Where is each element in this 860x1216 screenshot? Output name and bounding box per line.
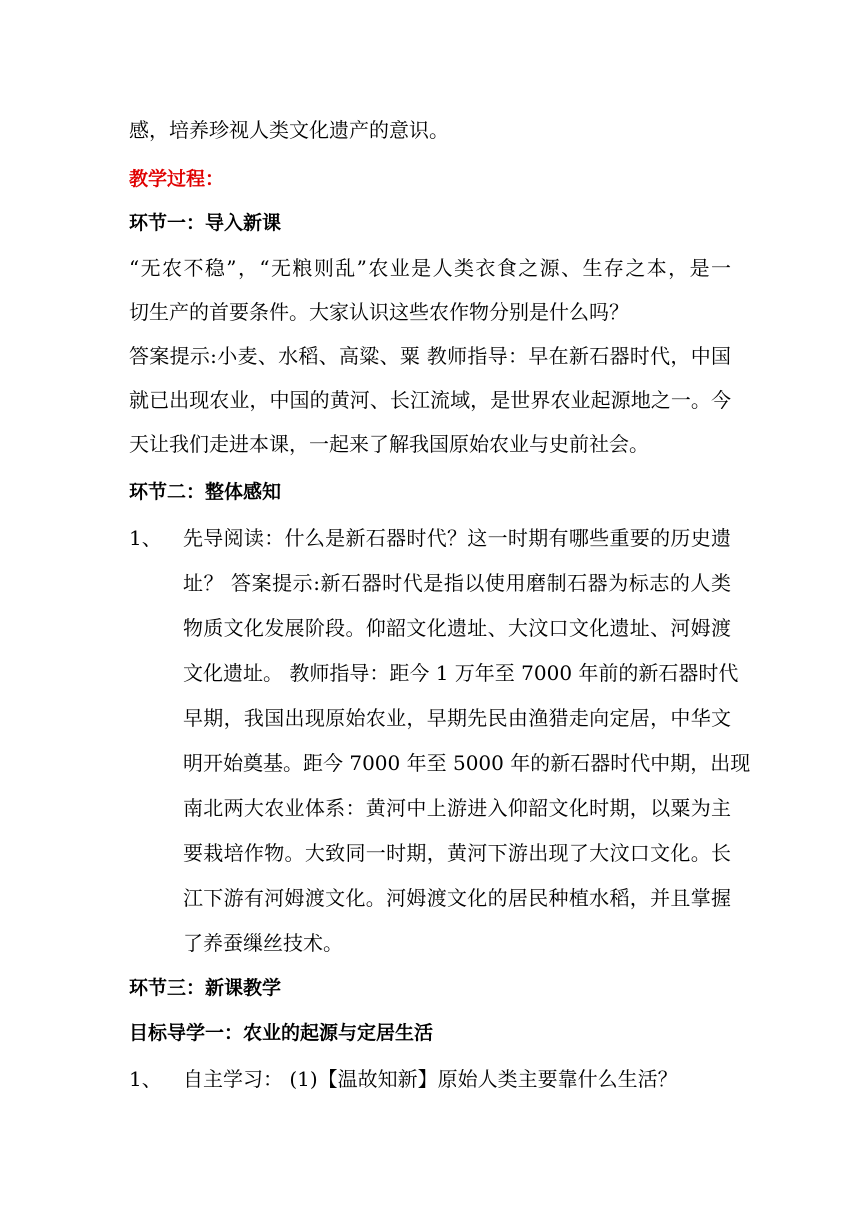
paragraph-line: 就已出现农业，中国的黄河、长江流域，是世界农业起源地之一。今	[129, 388, 731, 412]
paragraph-line: 感，培养珍视人类文化遗产的意识。	[129, 118, 449, 142]
list-item-line: 早期，我国出现原始农业，早期先民由渔猎走向定居，中华文	[183, 706, 731, 730]
paragraph-line: 答案提示:小麦、水稻、高粱、粟 教师指导：早在新石器时代，中国	[129, 344, 731, 368]
list-item-line: 文化遗址。 教师指导：距今 1 万年至 7000 年前的新石器时代	[183, 661, 739, 685]
paragraph-line: “无农不稳”，“无粮则乱”农业是人类衣食之源、生存之本，是一	[129, 256, 731, 280]
heading-section-1: 环节一：导入新课	[129, 212, 282, 234]
list-item-line: 物质文化发展阶段。仰韶文化遗址、大汶口文化遗址、河姆渡	[183, 616, 731, 640]
list-item-line: 址？ 答案提示:新石器时代是指以使用磨制石器为标志的人类	[183, 571, 731, 595]
list-item-line: 先导阅读：什么是新石器时代？这一时期有哪些重要的历史遗	[183, 526, 731, 550]
list-item-line: 江下游有河姆渡文化。河姆渡文化的居民种植水稻，并且掌握	[183, 886, 731, 910]
list-item-line: 南北两大农业体系：黄河中上游进入仰韶文化时期，以粟为主	[183, 796, 731, 820]
list-item-line: 要栽培作物。大致同一时期，黄河下游出现了大汶口文化。长	[183, 841, 731, 865]
heading-section-2: 环节二：整体感知	[129, 481, 282, 503]
heading-section-3: 环节三：新课教学	[129, 977, 282, 999]
paragraph-line: 切生产的首要条件。大家认识这些农作物分别是什么吗？	[129, 300, 629, 324]
list-item-line: 自主学习： (1)【温故知新】原始人类主要靠什么生活？	[183, 1067, 678, 1091]
list-item-line: 明开始奠基。距今 7000 年至 5000 年的新石器时代中期，出现	[183, 751, 751, 775]
list-number: 1、	[129, 526, 162, 550]
heading-objective-1: 目标导学一：农业的起源与定居生活	[129, 1022, 434, 1044]
list-number: 1、	[129, 1067, 162, 1091]
list-item-line: 了养蚕缫丝技术。	[183, 931, 343, 955]
paragraph-line: 天让我们走进本课，一起来了解我国原始农业与史前社会。	[129, 432, 649, 456]
heading-teaching-process: 教学过程：	[129, 168, 225, 190]
